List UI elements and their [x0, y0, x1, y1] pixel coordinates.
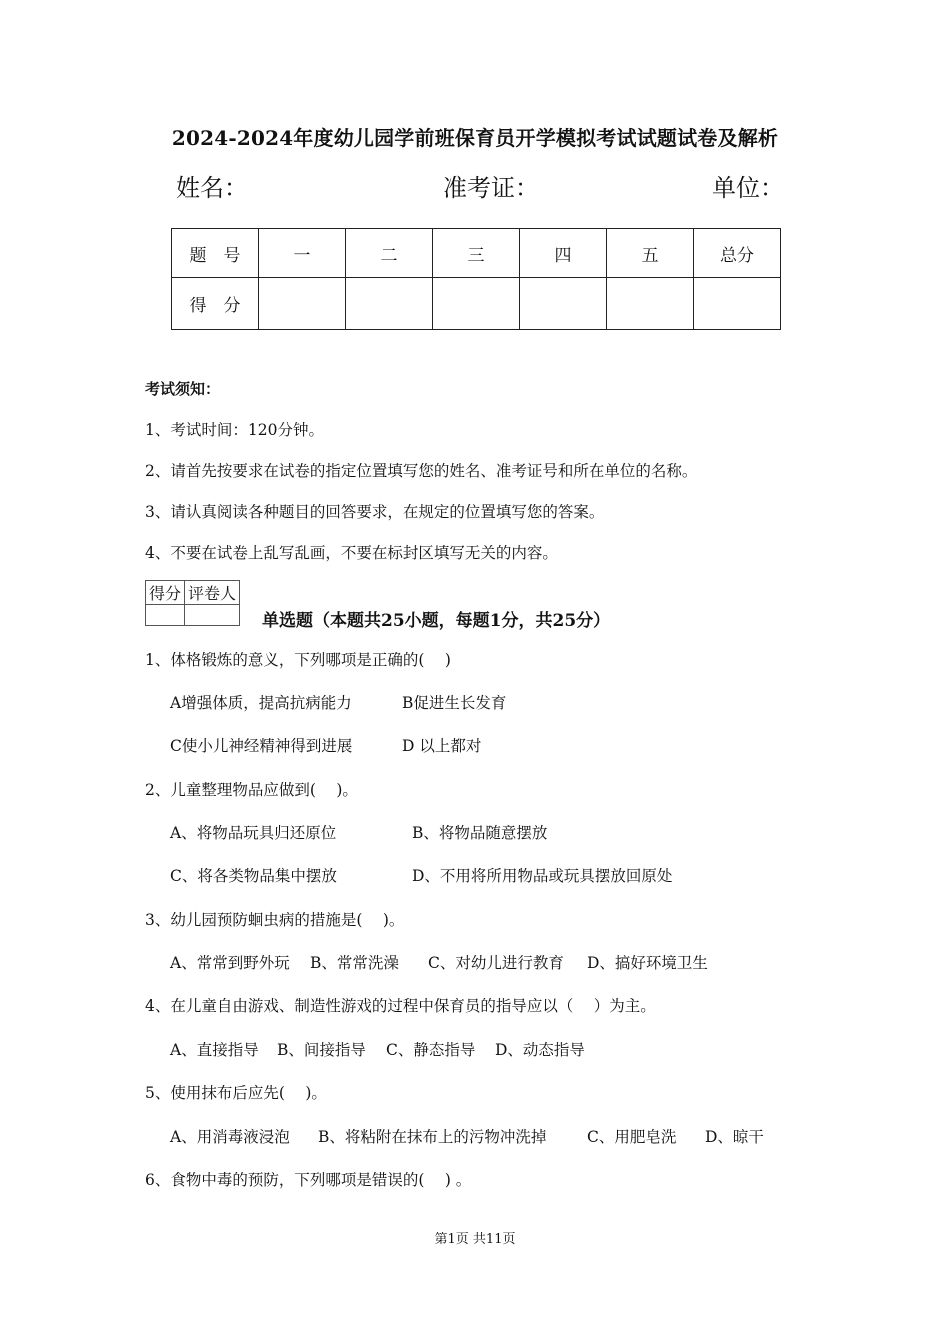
question-option: A、常常到野外玩 [170, 954, 290, 972]
score-row-label: 得 分 [172, 278, 259, 330]
question-option: A增强体质，提高抗病能力 [170, 694, 352, 712]
score-cell[interactable] [259, 278, 346, 330]
question-stem: 5、使用抹布后应先( )。 [145, 1084, 327, 1102]
score-table-header-cell: 一 [259, 229, 346, 278]
score-table-header-row [172, 229, 781, 278]
question-stem: 2、儿童整理物品应做到( )。 [145, 781, 358, 799]
question-option: B、将物品随意摆放 [412, 824, 548, 842]
score-table-header-cell: 总分 [694, 229, 781, 278]
score-cell[interactable] [520, 278, 607, 330]
question-stem: 1、体格锻炼的意义，下列哪项是正确的( ) [145, 651, 451, 669]
grader-table [145, 580, 240, 626]
section-title: 单选题（本题共25小题，每题1分，共25分） [262, 611, 611, 631]
question-stem: 6、食物中毒的预防，下列哪项是错误的( ) 。 [145, 1171, 472, 1189]
score-table-header-cell: 二 [346, 229, 433, 278]
question-option: B促进生长发育 [402, 694, 507, 712]
question-option: D、搞好环境卫生 [587, 954, 708, 972]
notice-item: 3、请认真阅读各种题目的回答要求，在规定的位置填写您的答案。 [145, 503, 605, 521]
question-option: C、将各类物品集中摆放 [170, 867, 337, 885]
grader-reviewer-label: 评卷人 [185, 581, 240, 605]
question-option: D、不用将所用物品或玩具摆放回原处 [412, 867, 673, 885]
score-cell[interactable] [694, 278, 781, 330]
score-table-header-cell: 四 [520, 229, 607, 278]
question-option: C、静态指导 [386, 1041, 476, 1059]
question-option: D 以上都对 [402, 737, 482, 755]
page-footer: 第1页 共11页 [434, 1232, 516, 1247]
page-title: 2024-2024年度幼儿园学前班保育员开学模拟考试试题试卷及解析 [171, 126, 779, 150]
question-option: B、将粘附在抹布上的污物冲洗掉 [318, 1128, 547, 1146]
question-stem: 4、在儿童自由游戏、制造性游戏的过程中保育员的指导应以（ ）为主。 [145, 997, 656, 1015]
notice-item: 4、不要在试卷上乱写乱画，不要在标封区填写无关的内容。 [145, 544, 558, 562]
notice-item: 1、考试时间：120分钟。 [145, 421, 324, 439]
score-cell[interactable] [433, 278, 520, 330]
score-table [171, 228, 781, 330]
question-option: B、常常洗澡 [310, 954, 399, 972]
score-table-score-row [172, 278, 781, 330]
score-table-header-cell: 三 [433, 229, 520, 278]
question-option: D、动态指导 [495, 1041, 585, 1059]
exam-id-label: 准考证： [443, 174, 539, 202]
grader-score-cell[interactable] [146, 605, 185, 626]
question-option: C使小儿神经精神得到进展 [170, 737, 353, 755]
score-cell[interactable] [346, 278, 433, 330]
question-option: B、间接指导 [277, 1041, 366, 1059]
notice-heading: 考试须知： [145, 380, 221, 398]
unit-label: 单位： [712, 174, 784, 202]
question-option: A、将物品玩具归还原位 [170, 824, 337, 842]
question-option: A、用消毒液浸泡 [170, 1128, 290, 1146]
score-table-header-cell: 五 [607, 229, 694, 278]
notice-item: 2、请首先按要求在试卷的指定位置填写您的姓名、准考证号和所在单位的名称。 [145, 462, 698, 480]
question-option: C、用肥皂洗 [587, 1128, 677, 1146]
score-table-header-cell: 题 号 [172, 229, 259, 278]
grader-score-label: 得分 [146, 581, 185, 605]
question-option: C、对幼儿进行教育 [428, 954, 564, 972]
question-stem: 3、幼儿园预防蛔虫病的措施是( )。 [145, 911, 405, 929]
question-option: A、直接指导 [170, 1041, 259, 1059]
question-option: D、晾干 [705, 1128, 764, 1146]
grader-reviewer-cell[interactable] [185, 605, 240, 626]
score-cell[interactable] [607, 278, 694, 330]
name-label: 姓名： [176, 174, 248, 202]
